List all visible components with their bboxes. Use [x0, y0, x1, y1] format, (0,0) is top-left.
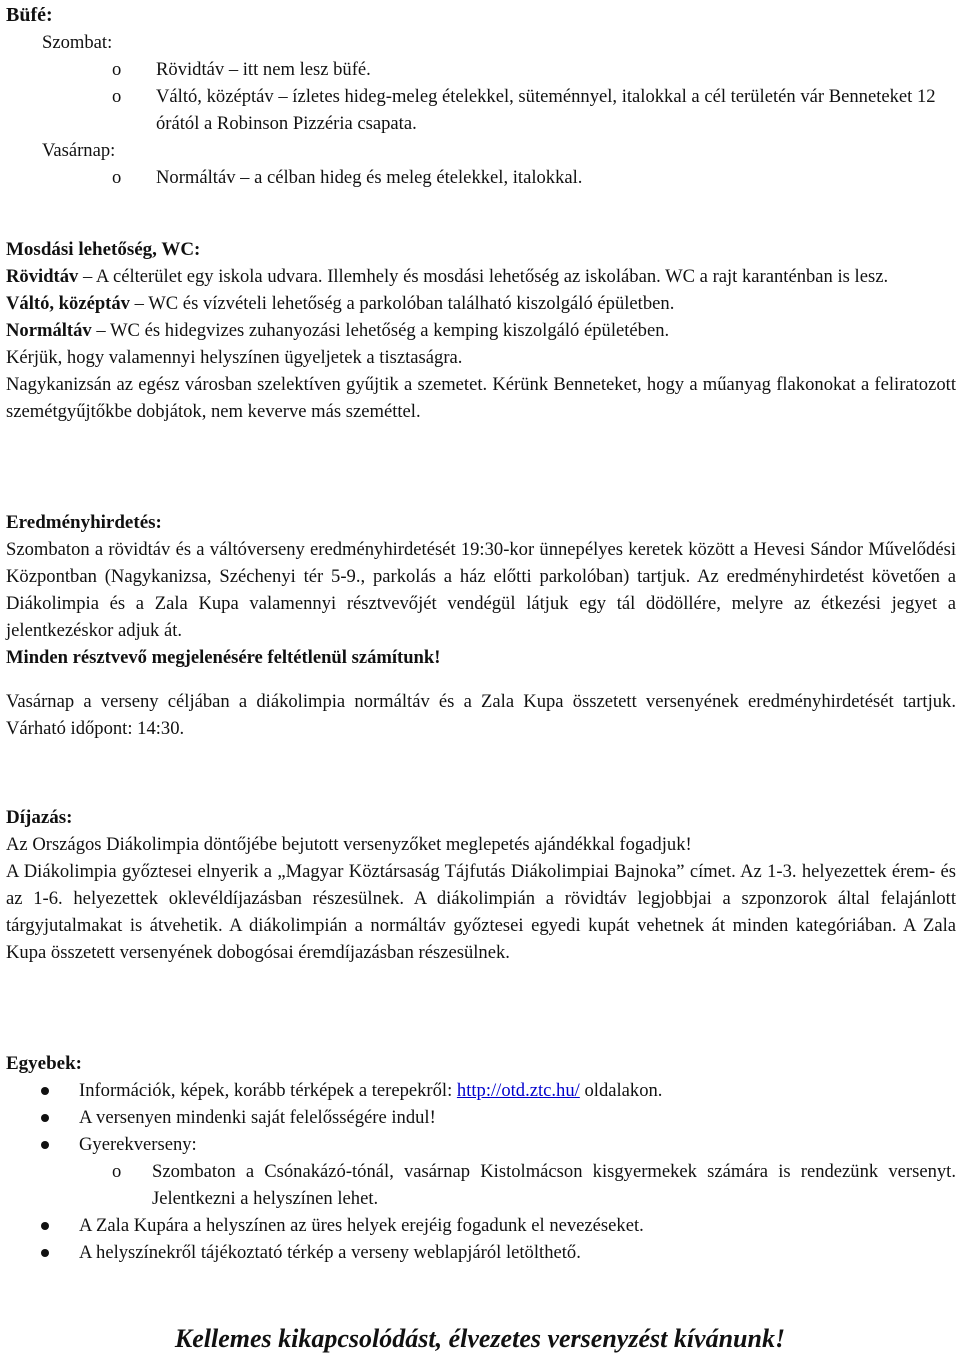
- otd-link[interactable]: http://otd.ztc.hu/: [456, 1080, 580, 1101]
- other-heading: Egyebek:: [6, 1053, 82, 1074]
- list-item: o Váltó, középtáv – ízletes hideg-meleg ételekkel, süteménnyel, italokkal a cél területén vár Benneteket 12 órától a Robinson Pizzéria csapata.: [6, 83, 956, 137]
- bullet: [41, 1141, 49, 1149]
- results-sunday: Vasárnap a verseny céljában a diákolimpia normáltáv és a Zala Kupa összetett versenyének eredményhirdetését tartjuk. Várható időpont: 14:30.: [6, 691, 956, 739]
- list-marker: o: [112, 86, 122, 107]
- bullet: [41, 1222, 49, 1230]
- awards-section: [6, 804, 956, 966]
- bufe-section: [6, 2, 956, 191]
- list-item: o Normáltáv – a célban hideg és meleg ételekkel, italokkal.: [6, 164, 956, 191]
- bullet: [41, 1249, 49, 1257]
- wc-note-recycling: Nagykanizsán az egész városban szelektíven gyűjtik a szemetet. Kérünk Benneteket, hogy a műanyag flakonokat a feliratozott szemétgyűjtőkbe dobjátok, nem keverve más szeméttel.: [6, 374, 956, 422]
- list-marker: o: [112, 1161, 122, 1182]
- saturday-list: [6, 56, 956, 137]
- results-heading: Eredményhirdetés:: [6, 512, 162, 533]
- closing-message: Kellemes kikapcsolódást, élvezetes versenyzést kívánunk!: [174, 1324, 786, 1353]
- wc-note-cleanliness: Kérjük, hogy valamennyi helyszínen ügyeljetek a tisztaságra.: [6, 347, 463, 368]
- bufe-heading: Büfé:: [6, 4, 53, 26]
- list-item: A helyszínekről tájékoztató térkép a verseny weblapjáról letölthető.: [6, 1239, 956, 1266]
- sunday-list: [6, 164, 956, 191]
- other-list: [6, 1077, 956, 1158]
- awards-p1: Az Országos Diákolimpia döntőjébe bejutott versenyzőket meglepetés ajándékkal fogadjuk!: [6, 834, 692, 855]
- awards-p2: A Diákolimpia győztesei elnyerik a „Magyar Köztársaság Tájfutás Diákolimpiai Bajnoka” címet. Az 1-3. helyezettek érem- és az 1-6. helyezettek oklevéldíjazásban részesülnek. A diákolimpián a rövidtáv legjobbjai a szponzorok által felajánlott tárgyjutalmakat is átvehetik. A diákolimpián a normáltáv győztesei egyedi kupát vehetnek át minden kategóriában. A Zala Kupa összetett versenyének dobogósai éremdíjazásban részesülnek.: [6, 861, 956, 963]
- results-saturday: Szombaton a rövidtáv és a váltóverseny eredményhirdetését 19:30-kor ünnepélyes keretek között a Hevesi Sándor Művelődési Központban (Nagykanizsa, Széchenyi tér 5-9., parkolás a ház előtti parkolóban) tartjuk. Az eredményhirdetést követően a Diákolimpia és a Zala Kupa valamennyi résztvevőjét vendégül látjuk egy tál dödöllére, melyre az étkezési jegyet a jelentkezéskor adjuk át.: [6, 539, 956, 641]
- wc-normaltav: Normáltáv – WC és hidegvizes zuhanyozási lehetőség a kemping kiszolgáló épületében.: [6, 320, 670, 341]
- list-item: o Rövidtáv – itt nem lesz büfé.: [6, 56, 956, 83]
- wc-rovidtav: Rövidtáv – A célterület egy iskola udvara. Illemhely és mosdási lehetőség az iskolában. WC a rajt karanténban is lesz.: [6, 266, 889, 287]
- saturday-label: Szombat:: [42, 32, 113, 53]
- other-list-2: [6, 1212, 956, 1266]
- list-item: A versenyen mindenki saját felelősségére indul!: [6, 1104, 956, 1131]
- wc-heading: Mosdási lehetőség, WC:: [6, 239, 201, 260]
- kids-sublist: [6, 1158, 956, 1212]
- results-bold-note: Minden résztvevő megjelenésére feltétlenül számítunk!: [6, 647, 441, 668]
- awards-heading: Díjazás:: [6, 807, 73, 828]
- results-section: [6, 509, 956, 742]
- sunday-label: Vasárnap:: [42, 140, 116, 161]
- bullet: [41, 1114, 49, 1122]
- bullet: [41, 1087, 49, 1095]
- wc-valto: Váltó, középtáv – WC és vízvételi lehetőség a parkolóban található kiszolgáló épületben.: [6, 293, 675, 314]
- list-marker: o: [112, 167, 122, 188]
- wc-section: [6, 236, 956, 425]
- list-item: Információk, képek, korább térképek a terepekről: http://otd.ztc.hu/ oldalakon.: [6, 1077, 956, 1104]
- list-item: Gyerekverseny:: [6, 1131, 956, 1158]
- list-marker: o: [112, 59, 122, 80]
- list-item: o Szombaton a Csónakázó-tónál, vasárnap Kistolmácson kisgyermekek számára is rendezünk versenyt. Jelentkezni a helyszínen lehet.: [6, 1158, 956, 1212]
- list-item: A Zala Kupára a helyszínen az üres helyek erejéig fogadunk el nevezéseket.: [6, 1212, 956, 1239]
- other-section: [6, 1050, 956, 1266]
